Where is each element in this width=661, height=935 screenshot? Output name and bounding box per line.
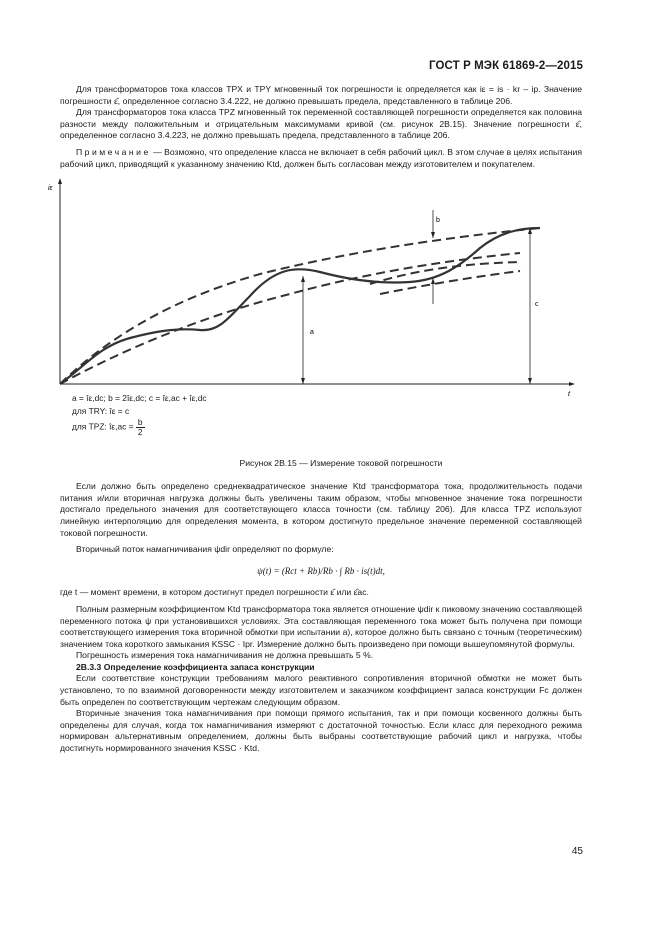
paragraph-tpz: Для трансформаторов тока класса TPZ мгновенный ток переменной составляющей погрешности определяется как половина разности между положительным и отрицательным максимумами кривой (см. рисунок 2B.15). Значение погрешности ε̂, определенное согласно 3.4.223, не должно превышать предела, представленного в таблице 206. (60, 107, 582, 141)
paragraph-accuracy: Погрешность измерения тока намагничивания не должна превышать 5 %. (76, 650, 374, 661)
document-title: ГОСТ Р МЭК 61869-2—2015 (429, 60, 583, 72)
figure-2b15 (48, 176, 582, 476)
dashed-upper-envelope (60, 228, 540, 384)
label-c: c (535, 301, 539, 309)
marker-a-arrow-top (301, 276, 305, 282)
paragraph-tpx-tpy: Для трансформаторов тока классов TPX и TPY мгновенный ток погрешности iε определяется как iε = is · kr – ip. Значение погрешности ε̂, определенное согласно 3.4.222, не должно превышать предела, представленного в таблице 206. (60, 84, 582, 106)
y-axis-arrow (58, 178, 62, 184)
formula-try: для TRY: îε = c (72, 406, 130, 417)
section-heading: 2B.3.3 Определение коэффициента запаса конструкции (76, 661, 315, 672)
formula-tpz-prefix: для TPZ: îε,ac = (72, 421, 136, 432)
x-axis-arrow (569, 382, 575, 386)
paragraph-design-factor: Если соответствие конструкции требованиям малого реактивного сопротивления вторичной обмотки не может быть установлено, то по взаимной договоренности между изготовителем и заказчиком коэффициент запаса конструкции Fc должен быть определен по соответствующим чертежам следующим образом. (60, 673, 582, 707)
flux-equation: ψ(t) = (Rct + Rb)/Rb · ∫ Rb · is(t)dt, (257, 565, 385, 576)
figure-caption: Рисунок 2B.15 — Измерение токовой погрешности (239, 458, 443, 469)
label-b: b (436, 217, 440, 225)
paragraph-secondary-values: Вторичные значения тока намагничивания при помощи прямого испытания, так и при помощи косвенного должны быть определены для случая, когда ток намагничивания измеряют с достаточной точностью. Если класс для переходного режима нормирован альтернативным определением, должны быть выбраны соответствующие рабочий цикл и нагрузка, чтобы достигнуть нормированного значения KSSC · Ktd. (60, 708, 582, 754)
formula-tpz (72, 418, 207, 437)
document-header (0, 60, 583, 72)
figure-formulas (72, 392, 207, 437)
note-label: Примечание (76, 146, 151, 157)
axes (58, 178, 575, 386)
marker-a-arrow-bottom (301, 378, 305, 384)
x-axis-label: t (568, 391, 570, 399)
note (60, 147, 582, 170)
note-text: — Возможно, что определение класса не включает в себя рабочий цикл. В этом случае в целях испытания рабочий цикл, приводящий к указанному значению Ktd, должен быть согласован между изготовителем и покупателем. (60, 146, 582, 169)
marker-b-arrow-top (431, 232, 435, 238)
label-a: a (310, 329, 314, 337)
formula-tpz-denominator: 2 (137, 427, 143, 438)
formula-abc: a = îε,dc; b = 2îε,dc; c = îε,ac + îε,dc (72, 393, 207, 404)
paragraph-where: где t — момент времени, в котором достигнут предел погрешности ε̂ или ε̂ac. (60, 587, 369, 598)
formula-tpz-numerator: b (137, 417, 143, 428)
paragraph-flux-intro: Вторичный поток намагничивания ψdir определяют по формуле: (76, 544, 334, 555)
dashed-middle-line (60, 253, 520, 384)
page-number: 45 (571, 846, 583, 857)
y-axis-label: iε (48, 185, 53, 193)
error-current-curve (60, 228, 540, 384)
formula-tpz-fraction (136, 418, 145, 437)
marker-c-arrow-bottom (528, 378, 532, 384)
paragraph-full-ktd: Полным размерным коэффициентом Ktd трансформатора тока является отношение ψdir к пиковому значению составляющей переменного потока ψ при установившихся условиях. Эта составляющая переменного тока может быть получена при помощи соответствующего измерения тока вторичной обмотки при испытании а), которое должно быть связано с точным (теоретическим) значением тока короткого замыкания KSSC · Ipr. Измерение должно быть произведено при помощи вышеупомянутой формулы. (60, 603, 582, 649)
page-content (48, 84, 582, 755)
paragraph-ktd: Если должно быть определено среднеквадратическое значение Ktd трансформатора тока, продолжительность подачи питания и/или вторичная нагрузка должны быть увеличены таким образом, чтобы мгновенное значение тока погрешности достигало предельного значения для соответствующего класса точности (см. таблицу 206). Для класса TPZ используют линейную интерполяцию для определения момента, в котором достигнуто предельное значение переменной составляющей токовой погрешности. (60, 481, 582, 538)
